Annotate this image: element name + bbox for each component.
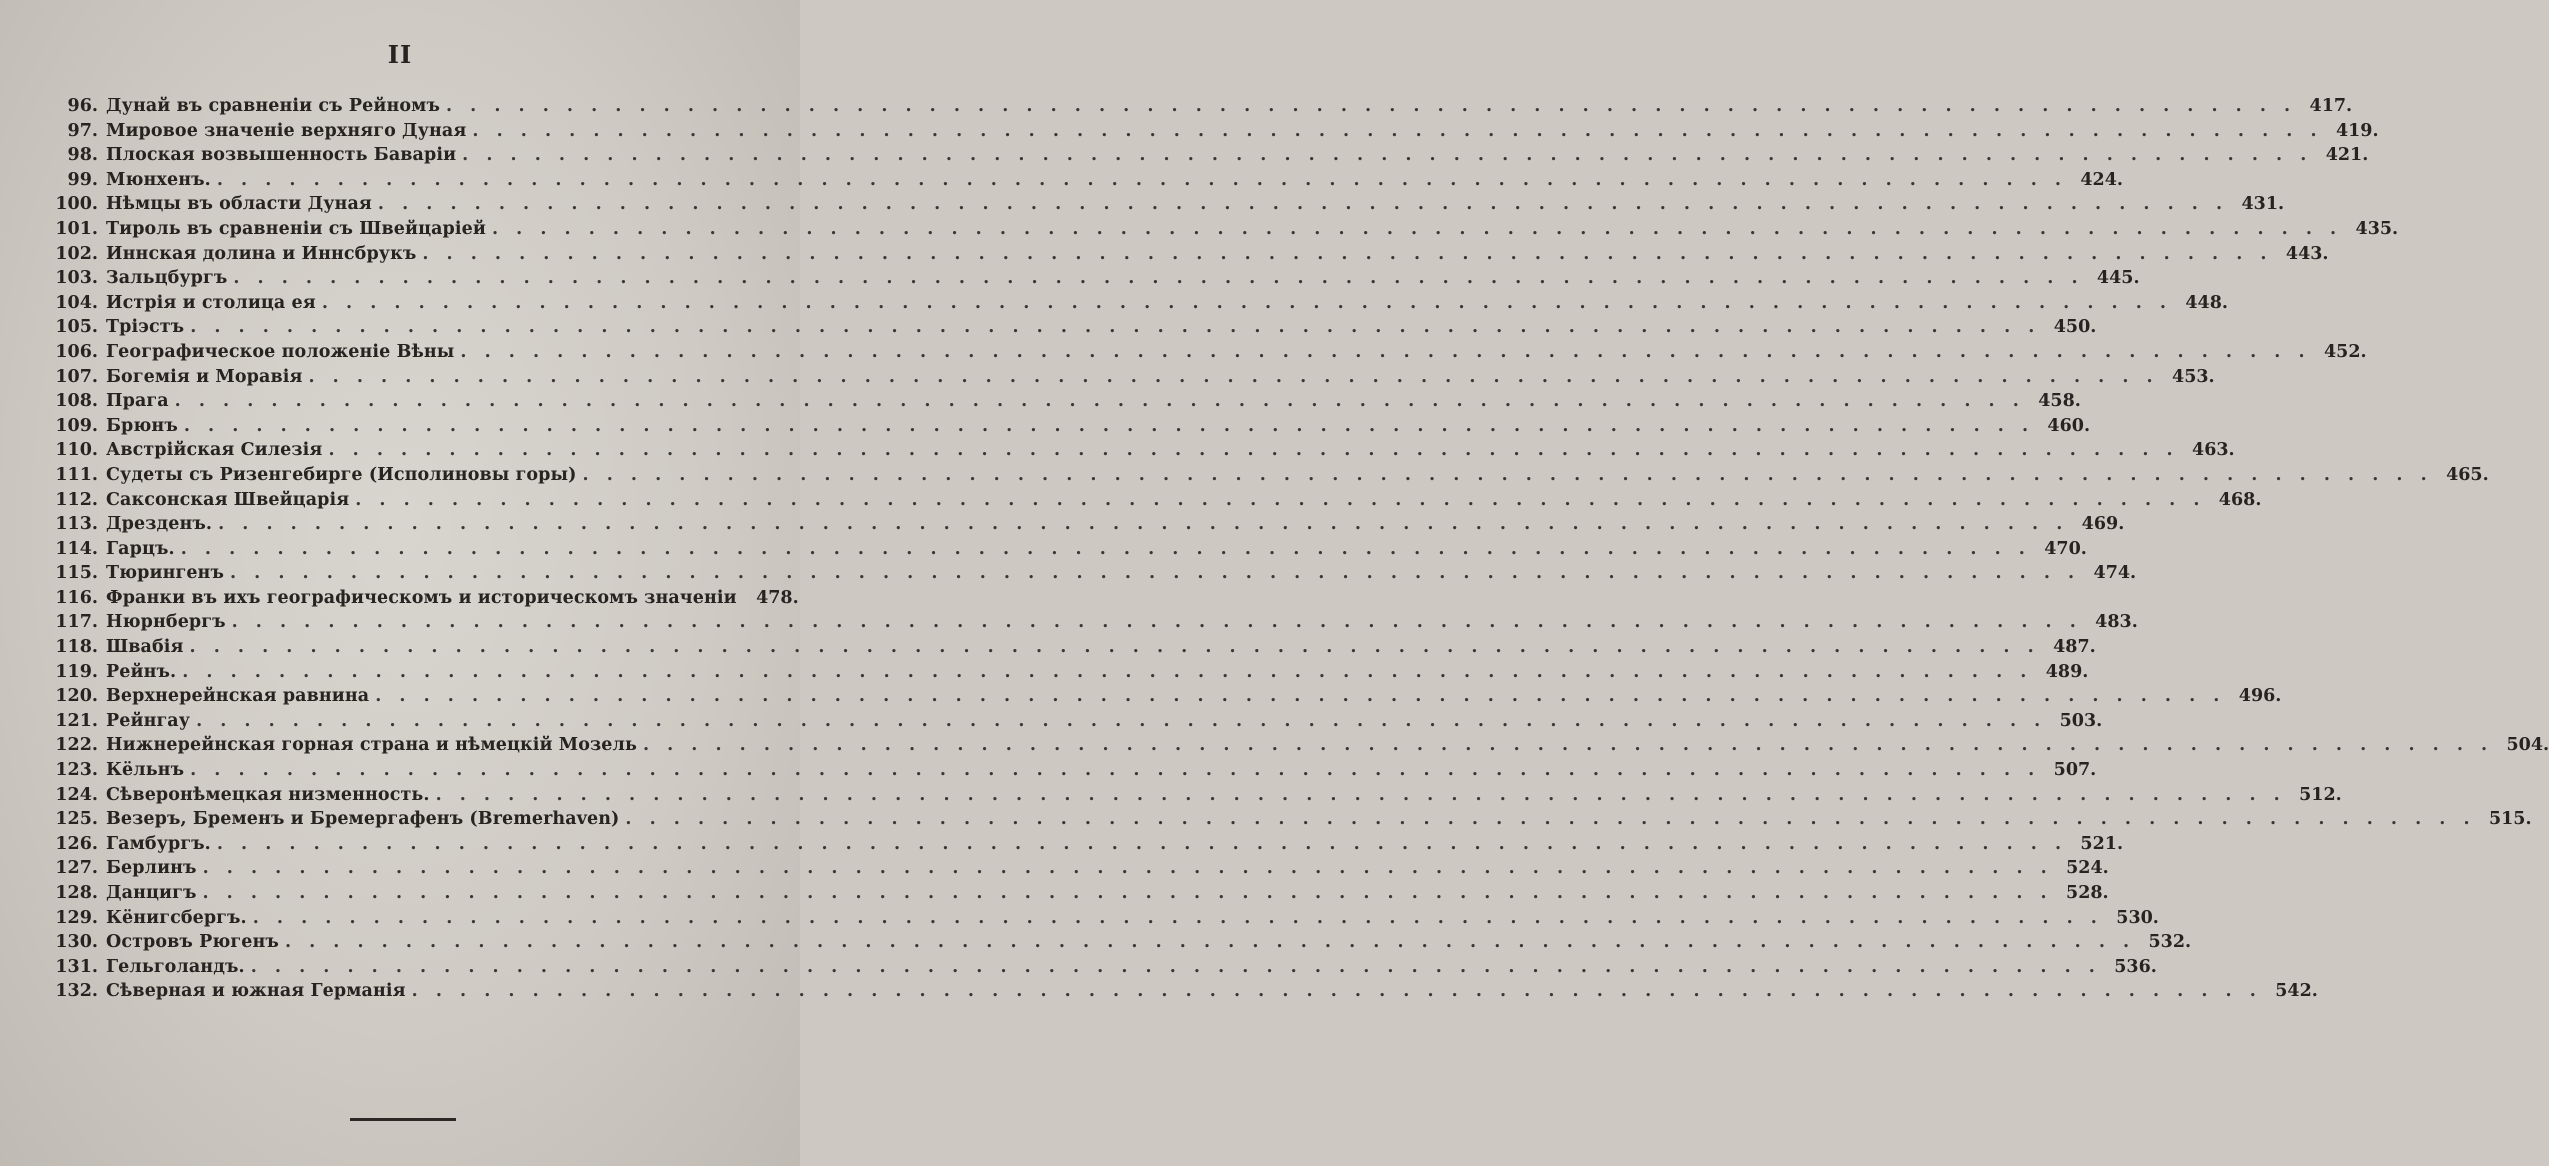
toc-entry-title: Островъ Рюгенъ xyxy=(106,932,279,953)
toc-entry xyxy=(40,512,2125,537)
toc-leader-dots xyxy=(328,438,2178,463)
toc-entry-page: 463. xyxy=(2192,440,2235,461)
toc-entry-number: 106. xyxy=(55,341,98,362)
toc-entry-title: Нѣмцы въ области Дуная xyxy=(106,194,372,215)
toc-entry-title: Кёнигсбергъ. xyxy=(106,907,247,928)
toc-entry xyxy=(40,414,2091,439)
toc-entry-page: 468. xyxy=(2218,489,2262,510)
toc-leader-dots xyxy=(492,217,2342,242)
page-number: II xyxy=(387,40,413,69)
toc-leader-dots xyxy=(625,807,2475,832)
toc-entry-page: 530. xyxy=(2116,907,2159,928)
toc-entry-page: 419. xyxy=(2335,120,2379,141)
toc-entry xyxy=(40,807,2532,832)
toc-leader-dots xyxy=(217,832,2067,857)
toc-entry-page: 515. xyxy=(2488,809,2532,830)
toc-leader-dots xyxy=(190,758,2040,783)
toc-entry-page: 496. xyxy=(2238,686,2282,707)
toc-entry-number: 112. xyxy=(55,489,98,510)
toc-entry-number: 120. xyxy=(55,686,98,707)
toc-entry xyxy=(40,783,2342,808)
toc-leader-dots xyxy=(375,684,2225,709)
toc-entry-number: 132. xyxy=(55,981,98,1002)
toc-leader-dots xyxy=(203,856,2053,881)
toc-entry xyxy=(40,733,2549,758)
toc-entry xyxy=(40,143,2369,168)
toc-entry-title: Сѣверная и южная Германія xyxy=(106,981,406,1002)
toc-entry xyxy=(40,438,2235,463)
toc-entry-number: 125. xyxy=(55,809,98,830)
toc-entry-number: 118. xyxy=(55,637,98,658)
toc-leader-dots xyxy=(175,389,2025,414)
toc-entry-title: Мюнхенъ. xyxy=(106,169,211,190)
toc-entry-page: 452. xyxy=(2323,341,2367,362)
toc-entry-title: Иннская долина и Иннсбрукъ xyxy=(106,243,417,264)
toc-entry-title: Саксонская Швейцарія xyxy=(106,489,350,510)
toc-entry-page: 458. xyxy=(2038,391,2081,412)
toc-leader-dots xyxy=(422,242,2272,267)
toc-entry-number: 100. xyxy=(55,194,98,215)
toc-entry xyxy=(40,389,2081,414)
toc-entry-title: Швабія xyxy=(106,637,184,658)
toc-entry-title: Гарцъ. xyxy=(106,538,175,559)
toc-entry xyxy=(40,365,2215,390)
toc-entry xyxy=(40,168,2123,193)
toc-entry xyxy=(40,635,2096,660)
toc-entry-page: 443. xyxy=(2285,243,2329,264)
toc-entry-number: 127. xyxy=(55,858,98,879)
toc-leader-dots xyxy=(232,610,2082,635)
toc-leader-dots xyxy=(202,881,2052,906)
toc-entry-number: 115. xyxy=(55,563,98,584)
toc-entry-page: 470. xyxy=(2044,538,2087,559)
toc-entry xyxy=(40,660,2089,685)
toc-leader-dots xyxy=(378,192,2228,217)
toc-entry-page: 469. xyxy=(2081,514,2125,535)
toc-entry-page: 507. xyxy=(2053,760,2097,781)
toc-entry-title: Брюнъ xyxy=(106,415,178,436)
toc-leader-dots xyxy=(460,340,2310,365)
toc-entry xyxy=(40,979,2318,1004)
toc-entry-page: 435. xyxy=(2355,218,2399,239)
toc-entry xyxy=(40,586,799,611)
toc-entry xyxy=(40,610,2138,635)
toc-entry-page: 483. xyxy=(2095,612,2138,633)
toc-leader-dots xyxy=(285,930,2135,955)
toc-leader-dots xyxy=(230,561,2080,586)
toc-leader-dots xyxy=(218,512,2068,537)
toc-leader-dots xyxy=(472,119,2322,144)
toc-leader-dots xyxy=(436,783,2286,808)
toc-entry xyxy=(40,930,2192,955)
toc-entry-page: 489. xyxy=(2045,661,2089,682)
toc-entry xyxy=(40,94,2353,119)
toc-entry-page: 465. xyxy=(2446,464,2489,485)
toc-entry-title: Австрійская Силезія xyxy=(106,440,323,461)
toc-entry-number: 101. xyxy=(55,218,98,239)
toc-entry-page: 417. xyxy=(2309,96,2353,116)
toc-entry-number: 122. xyxy=(55,735,98,756)
toc-leader-dots xyxy=(308,365,2158,390)
toc-entry-title: Истрія и столица ея xyxy=(106,292,316,313)
toc-entry-page: 424. xyxy=(2080,169,2123,190)
toc-entry-page: 431. xyxy=(2241,194,2285,215)
toc-entry-number: 126. xyxy=(55,833,98,854)
toc-entry-number: 129. xyxy=(55,907,98,928)
toc-entry xyxy=(40,192,2285,217)
toc-entry-number: 121. xyxy=(55,710,98,731)
toc-entry-page: 512. xyxy=(2299,784,2342,805)
toc-leader-dots xyxy=(462,143,2312,168)
toc-entry-number: 117. xyxy=(55,612,98,633)
toc-entry-number: 111. xyxy=(55,464,98,485)
toc-entry-number: 104. xyxy=(55,292,98,313)
toc-entry-number: 116. xyxy=(55,587,98,608)
toc-entry xyxy=(40,291,2228,316)
toc-entry-title: Сѣверонѣмецкая низменность. xyxy=(106,784,430,805)
toc-entry-page: 421. xyxy=(2325,145,2369,166)
toc-entry-title: Прага xyxy=(106,391,169,412)
toc-entry xyxy=(40,758,2097,783)
toc-entry xyxy=(40,906,2159,931)
toc-entry-title: Кёльнъ xyxy=(106,760,185,781)
toc-entry-number: 128. xyxy=(55,883,98,903)
toc-leader-dots xyxy=(583,463,2433,488)
toc-entry-page: 504. xyxy=(2506,735,2549,756)
toc-leader-dots xyxy=(190,635,2040,660)
toc-entry-number: 113. xyxy=(55,514,98,535)
toc-entry-title: Рейнъ. xyxy=(106,661,177,682)
toc-entry-title: Верхнерейнская равнина xyxy=(106,686,370,707)
toc-entry-page: 448. xyxy=(2185,292,2228,313)
toc-entry-number: 103. xyxy=(55,268,98,289)
toc-entry-title: Плоская возвышенность Баваріи xyxy=(106,145,457,166)
toc-entry xyxy=(40,315,2097,340)
toc-leader-dots xyxy=(251,955,2101,980)
toc-entry-number: 98. xyxy=(67,145,98,166)
toc-entry-page: 450. xyxy=(2053,317,2097,338)
toc-entry-title: Богемія и Моравія xyxy=(106,366,303,387)
toc-entry-title: Зальцбургъ xyxy=(106,268,228,289)
toc-entry-number: 108. xyxy=(55,391,98,412)
toc-entry-page: 524. xyxy=(2066,858,2109,879)
toc-entry xyxy=(40,217,2399,242)
toc-leader-dots xyxy=(190,315,2040,340)
toc-leader-dots xyxy=(355,488,2205,513)
toc-entry-title: Рейнгау xyxy=(106,710,191,731)
toc-entry-page: 474. xyxy=(2093,563,2137,584)
toc-entry-number: 131. xyxy=(55,956,98,977)
toc-leader-dots xyxy=(184,414,2034,439)
toc-entry-title: Географическое положеніе Вѣны xyxy=(106,341,455,362)
toc-entry xyxy=(40,242,2329,267)
toc-entry-title: Дрезденъ. xyxy=(106,514,213,535)
toc-entry xyxy=(40,561,2137,586)
toc-entry xyxy=(40,709,2103,734)
toc-entry xyxy=(40,266,2140,291)
toc-entry xyxy=(40,119,2379,144)
toc-entry-page: 445. xyxy=(2096,268,2140,289)
toc-entry-number: 102. xyxy=(55,243,98,264)
toc-entry-page: 532. xyxy=(2148,932,2192,953)
toc-entry-title: Тріэстъ xyxy=(106,317,185,338)
toc-entry-title: Франки въ ихъ географическомъ и историческомъ значеніи xyxy=(106,587,737,608)
toc-entry-number: 107. xyxy=(55,366,98,387)
toc-entry xyxy=(40,340,2367,365)
toc-entry xyxy=(40,856,2109,881)
toc-entry-number: 99. xyxy=(67,169,98,190)
toc-leader-dots xyxy=(446,94,2296,119)
closing-rule xyxy=(350,1118,456,1121)
toc-entry-title: Берлинъ xyxy=(106,858,197,879)
toc-entry xyxy=(40,832,2124,857)
toc-leader-dots xyxy=(233,266,2083,291)
toc-entry-number: 114. xyxy=(55,538,98,559)
toc-entry-number: 119. xyxy=(55,661,98,682)
toc-leader-dots xyxy=(217,168,2067,193)
toc-entry xyxy=(40,488,2262,513)
toc-entry xyxy=(40,684,2282,709)
toc-leader-dots xyxy=(196,709,2046,734)
toc-entry xyxy=(40,463,2489,488)
toc-entry-title: Везеръ, Бременъ и Бремергафенъ (Bremerhaven) xyxy=(106,809,620,830)
toc-entry-title: Данцигъ xyxy=(106,883,197,903)
toc-entry-title: Тироль въ сравненіи съ Швейцаріей xyxy=(106,218,486,239)
toc-entry-title: Гамбургъ. xyxy=(106,833,211,854)
toc-leader-dots xyxy=(643,733,2493,758)
toc-entry-page: 521. xyxy=(2080,833,2124,854)
toc-leader-dots xyxy=(253,906,2103,931)
toc-entry-number: 97. xyxy=(67,120,98,141)
toc-entry-page: 460. xyxy=(2047,415,2091,436)
toc-entry-number: 105. xyxy=(55,317,98,338)
toc-entry-title: Судеты съ Ризенгебирге (Исполиновы горы) xyxy=(106,464,577,485)
toc-entry-number: 124. xyxy=(55,784,98,805)
toc-entry xyxy=(40,955,2157,980)
toc-entry-title: Тюрингенъ xyxy=(106,563,224,584)
toc-leader-dots xyxy=(322,291,2172,316)
toc-entry-title: Нюрнбергъ xyxy=(106,612,226,633)
toc-entry-title: Гельголандъ. xyxy=(106,956,245,977)
toc-leader-dots xyxy=(182,660,2032,685)
toc-entry xyxy=(40,537,2087,562)
table-of-contents xyxy=(40,94,2549,1004)
toc-entry-page: 478. xyxy=(756,587,799,608)
toc-entry xyxy=(40,881,2109,906)
toc-entry-page: 453. xyxy=(2172,366,2215,387)
toc-entry-page: 487. xyxy=(2053,637,2096,658)
toc-entry-number: 123. xyxy=(55,760,98,781)
toc-entry-number: 109. xyxy=(55,415,98,436)
toc-entry-number: 130. xyxy=(55,932,98,953)
toc-entry-number: 110. xyxy=(55,440,98,461)
toc-entry-number: 96. xyxy=(67,96,98,116)
toc-leader-dots xyxy=(181,537,2031,562)
toc-entry-page: 536. xyxy=(2114,956,2157,977)
toc-entry-title: Нижнерейнская горная страна и нѣмецкій Мозель xyxy=(106,735,637,756)
toc-entry-page: 542. xyxy=(2275,981,2318,1002)
toc-leader-dots xyxy=(412,979,2262,1004)
toc-entry-page: 503. xyxy=(2059,710,2103,731)
toc-entry-title: Мировое значеніе верхняго Дуная xyxy=(106,120,467,141)
toc-entry-title: Дунай въ сравненіи съ Рейномъ xyxy=(106,96,440,116)
toc-entry-page: 528. xyxy=(2066,883,2109,903)
